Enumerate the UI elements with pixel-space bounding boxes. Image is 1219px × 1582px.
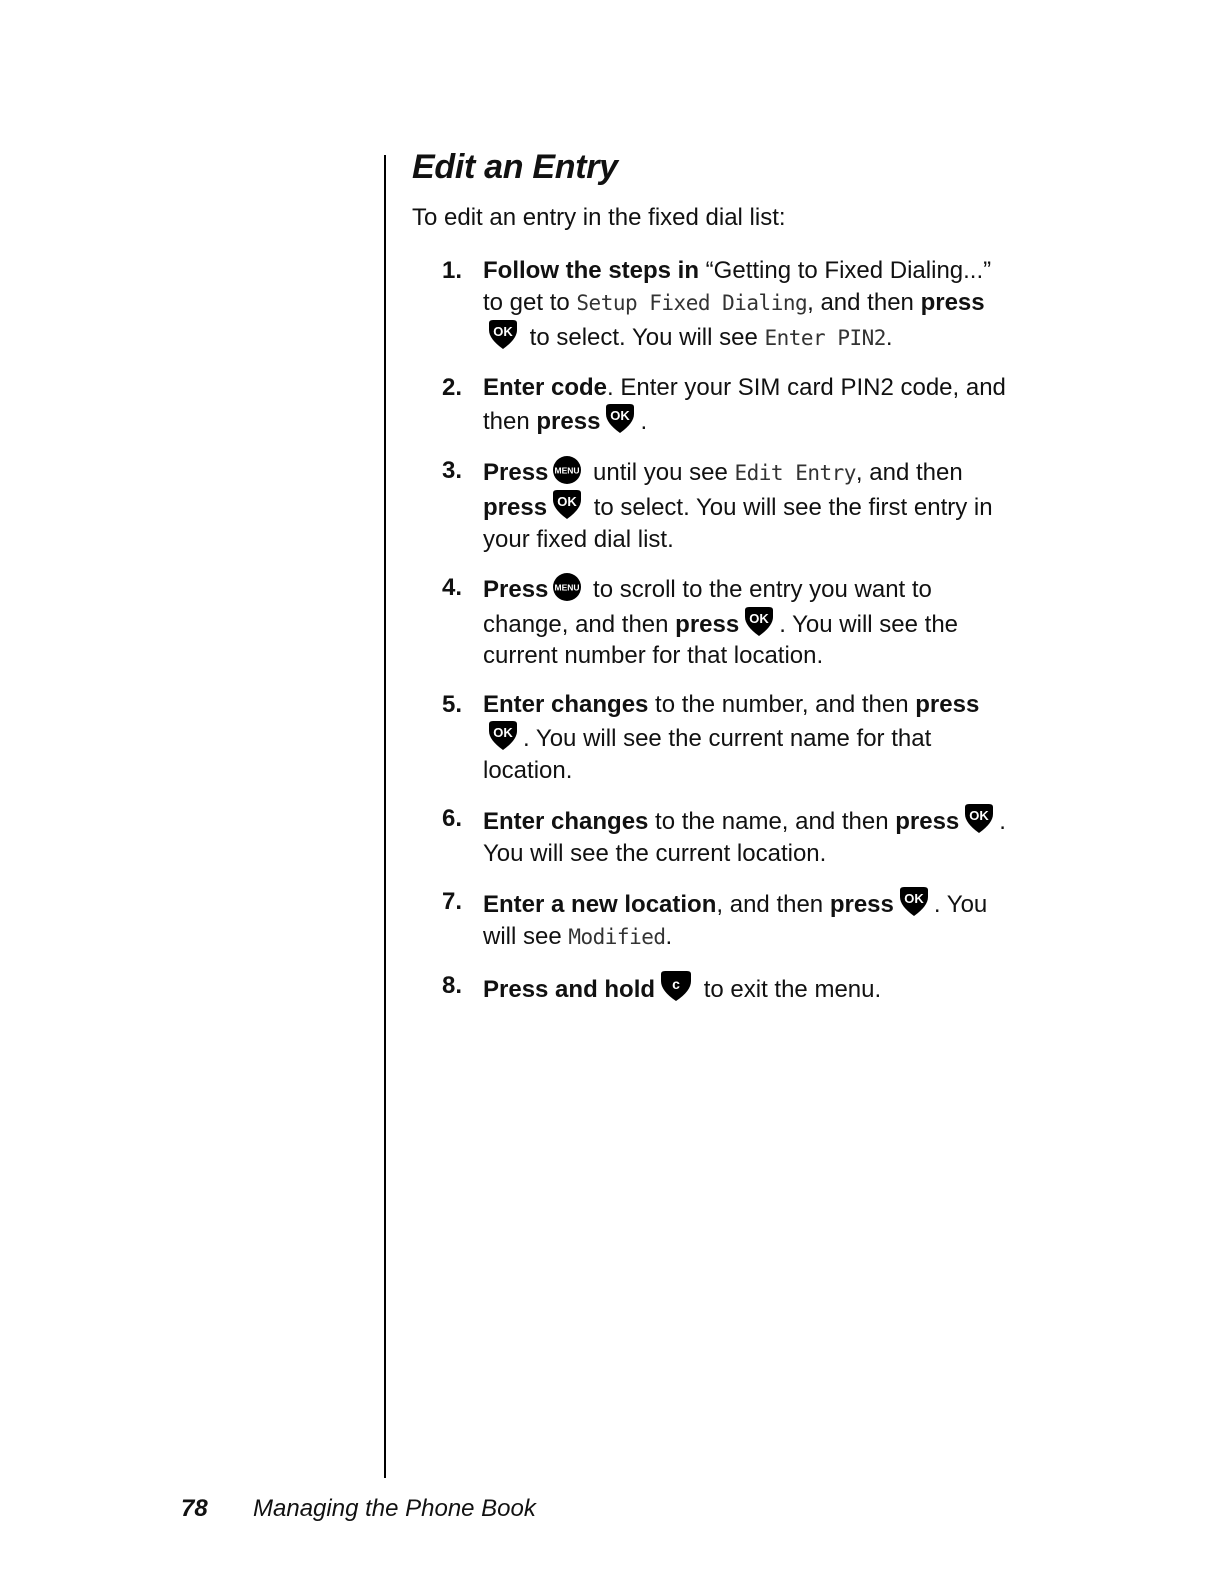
page-footer xyxy=(0,1495,1219,1527)
step-text: . xyxy=(885,324,893,351)
section-title: Edit an Entry xyxy=(412,148,618,186)
step-emphasis: press xyxy=(829,891,894,918)
step-emphasis: press xyxy=(483,494,548,521)
chapter-title: Managing the Phone Book xyxy=(253,1495,536,1522)
step-text: . You will see the current name for that location. xyxy=(483,725,932,784)
step-text: . xyxy=(665,922,673,950)
step-6 xyxy=(412,803,1012,869)
ok-key-icon xyxy=(487,720,519,751)
margin-rule xyxy=(384,155,386,1478)
step-emphasis: press xyxy=(675,610,740,638)
step-text: “Getting to Fixed Dialing...” to get to xyxy=(483,257,992,316)
step-emphasis: press xyxy=(536,408,601,435)
display-text: Setup Fixed Dialing xyxy=(576,290,808,315)
step-text: , and then xyxy=(855,458,963,486)
step-number: 4. xyxy=(442,574,463,601)
display-text: Enter PIN2 xyxy=(764,326,886,350)
step-text: to the number, and then xyxy=(648,690,916,718)
display-text: Modified xyxy=(568,924,666,949)
ok-key-icon xyxy=(487,319,519,350)
step-emphasis: Press xyxy=(483,576,549,603)
ok-key-icon xyxy=(743,606,775,637)
step-emphasis: Enter changes xyxy=(483,690,649,718)
ok-key-icon xyxy=(551,489,583,520)
step-4 xyxy=(412,572,1012,672)
step-7 xyxy=(412,886,1012,953)
menu-key-icon xyxy=(552,572,582,602)
step-text: to select. You will see xyxy=(523,324,765,351)
step-text: to exit the menu. xyxy=(697,976,882,1003)
step-emphasis: Enter code xyxy=(483,373,608,401)
step-emphasis: Press and hold xyxy=(483,976,656,1003)
step-number: 3. xyxy=(442,456,463,484)
ok-key-icon xyxy=(604,403,636,434)
step-number: 2. xyxy=(442,373,463,401)
step-emphasis: Enter a new location xyxy=(483,891,717,918)
menu-key-icon xyxy=(552,455,582,485)
step-1 xyxy=(412,255,1012,355)
steps-list xyxy=(412,255,1012,1006)
step-3 xyxy=(412,455,1012,556)
page-content xyxy=(412,145,1012,1023)
step-number: 7. xyxy=(442,888,463,915)
step-text: until you see xyxy=(586,458,735,486)
step-number: 6. xyxy=(442,805,463,832)
step-text: to the name, and then xyxy=(648,808,896,835)
ok-key-icon xyxy=(898,886,930,917)
display-text: Edit Entry xyxy=(734,460,856,485)
c-key-icon xyxy=(659,970,693,1002)
step-text: to scroll to the entry you want to change, and then xyxy=(483,576,932,638)
step-number: 5. xyxy=(442,690,463,718)
step-text: . You will see xyxy=(483,891,988,950)
step-8 xyxy=(412,970,1012,1006)
ok-key-icon xyxy=(963,803,995,834)
step-emphasis: Press xyxy=(483,458,549,486)
page-number: 78 xyxy=(181,1495,208,1522)
intro-text: To edit an entry in the fixed dial list: xyxy=(412,204,786,231)
step-emphasis: press xyxy=(920,288,985,316)
step-emphasis: Enter changes xyxy=(483,808,649,835)
step-number: 1. xyxy=(442,257,463,284)
step-number: 8. xyxy=(442,972,463,999)
step-text: . You will see the current number for that location. xyxy=(483,610,959,669)
step-text: , and then xyxy=(716,891,830,918)
step-emphasis: press xyxy=(915,690,980,718)
step-emphasis: press xyxy=(895,808,960,835)
step-text: , and then xyxy=(807,288,921,316)
step-text: . xyxy=(640,408,648,435)
step-emphasis: Follow the steps in xyxy=(483,257,700,284)
step-2 xyxy=(412,372,1012,438)
step-text: . You will see the current location. xyxy=(483,808,1006,867)
step-text: to select. You will see the first entry in your fixed dial list. xyxy=(483,494,993,553)
step-5 xyxy=(412,689,1012,787)
step-text: . Enter your SIM card PIN2 code, and then xyxy=(483,373,1006,435)
